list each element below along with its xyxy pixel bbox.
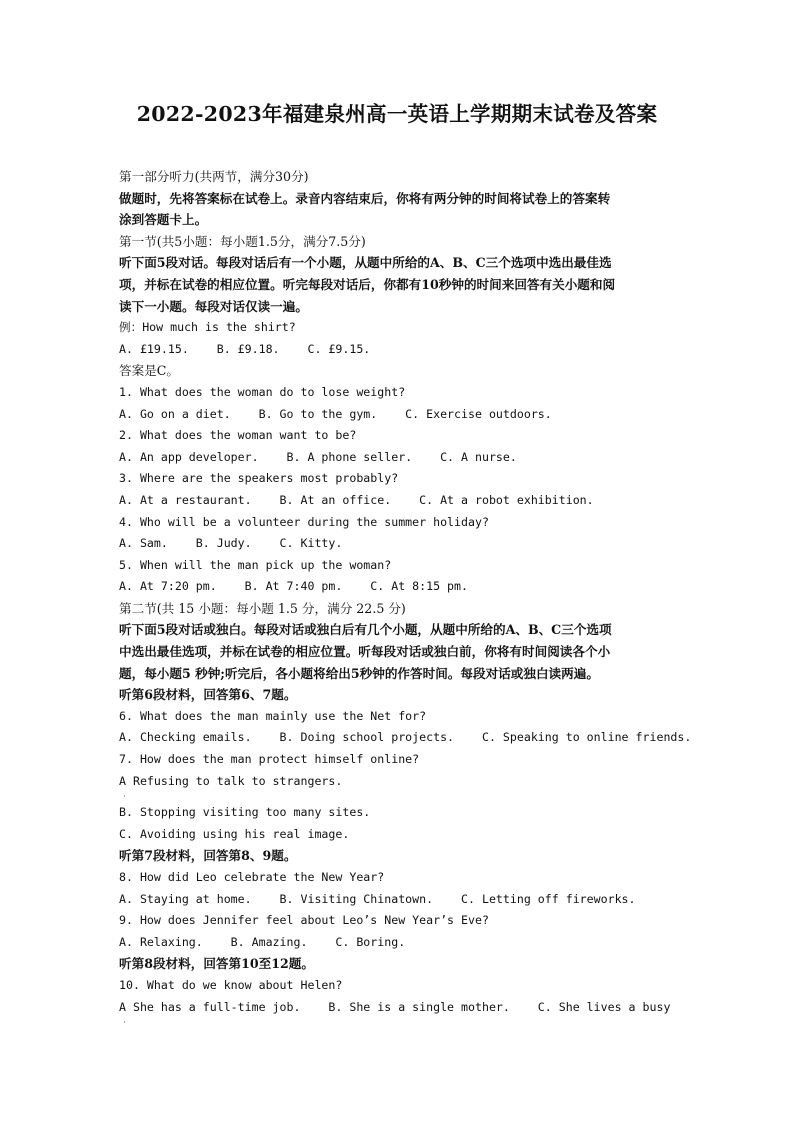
- question-8-options: A. Staying at home. B. Visiting Chinatown. C. Letting off fireworks.: [119, 891, 636, 906]
- section2-instruction-line: 题，每小题5 秒钟;听完后，各小题将给出5秒钟的作答时间。每段对话或独白读两遍。: [119, 665, 599, 681]
- question-7-option-c: C. Avoiding using his real image.: [119, 826, 350, 841]
- material-8-heading: 听第8段材料，回答第10至12题。: [119, 956, 314, 972]
- section1-heading: 第一节(共5小题：每小题1.5分，满分7.5分): [119, 233, 366, 249]
- question-2: 2. What does the woman want to be?: [119, 428, 357, 443]
- section2-instruction-line: 中选出最佳选项，并标在试卷的相应位置。听每段对话或独白前，你将有时间阅读各个小: [119, 644, 611, 660]
- question-5: 5. When will the man pick up the woman?: [119, 557, 392, 572]
- material-6-heading: 听第6段材料，回答第6、7题。: [119, 687, 297, 703]
- section1-instruction-line: 读下一小题。每段对话仅读一遍。: [119, 298, 308, 314]
- section1-instruction-line: 听下面5段对话。每段对话后有一个小题，从题中所给的A、B、C三个选项中选出最佳选: [119, 255, 612, 271]
- question-1-options: A. Go on a diet. B. Go to the gym. C. Exercise outdoors.: [119, 406, 552, 421]
- question-2-options: A. An app developer. B. A phone seller. C. A nurse.: [119, 449, 517, 464]
- example-question: 例：How much is the shirt?: [119, 320, 296, 335]
- question-6-options: A. Checking emails. B. Doing school projects. C. Speaking to online friends.: [119, 730, 692, 745]
- question-7-option-a: A Refusing to talk to strangers.: [119, 773, 343, 788]
- question-9-options: A. Relaxing. B. Amazing. C. Boring.: [119, 934, 406, 949]
- question-5-options: A. At 7:20 pm. B. At 7:40 pm. C. At 8:15 pm.: [119, 579, 469, 594]
- part1-heading: 第一部分听力(共两节，满分30分): [119, 169, 309, 184]
- example-options: A. £19.15. B. £9.18. C. £9.15.: [119, 341, 371, 356]
- section1-instruction-line: 项，并标在试卷的相应位置。听完每段对话后，你都有10秒钟的时间来回答有关小题和阅: [119, 276, 616, 292]
- question-10-options: A She has a full-time job. B. She is a single mother. C. She lives a busy: [119, 999, 671, 1014]
- stray-dot-mark: ·: [123, 1018, 126, 1029]
- question-4: 4. Who will be a volunteer during the summer holiday?: [119, 514, 489, 529]
- section2-heading: 第二节(共 15 小题：每小题 1.5 分，满分 22.5 分): [119, 600, 406, 616]
- document-body: [119, 166, 692, 1029]
- question-1: 1. What does the woman do to lose weight?: [119, 384, 406, 399]
- section2-instruction-line: 听下面5段对话或独白。每段对话或独白后有几个小题，从题中所给的A、B、C三个选项: [119, 622, 612, 638]
- material-7-heading: 听第7段材料，回答第8、9题。: [119, 848, 297, 864]
- stray-dot-mark: ·: [123, 792, 126, 803]
- question-7: 7. How does the man protect himself online?: [119, 752, 420, 767]
- question-4-options: A. Sam. B. Judy. C. Kitty.: [119, 536, 343, 551]
- question-8: 8. How did Leo celebrate the New Year?: [119, 870, 385, 884]
- document-title: 2022-2023年福建泉州高一英语上学期期末试卷及答案: [136, 102, 658, 126]
- question-6: 6. What does the man mainly use the Net for?: [119, 708, 427, 723]
- instruction-line: 做题时，先将答案标在试卷上。录音内容结束后，你将有两分钟的时间将试卷上的答案转: [119, 190, 611, 206]
- instruction-line: 涂到答题卡上。: [119, 212, 208, 228]
- question-9: 9. How does Jennifer feel about Leo’s New Year’s Eve?: [119, 913, 489, 928]
- question-3-options: A. At a restaurant. B. At an office. C. At a robot exhibition.: [119, 492, 594, 507]
- question-3: 3. Where are the speakers most probably?: [119, 471, 399, 486]
- question-10: 10. What do we know about Helen?: [119, 977, 343, 992]
- example-answer: 答案是C。: [119, 363, 180, 379]
- question-7-option-b: B. Stopping visiting too many sites.: [119, 805, 371, 820]
